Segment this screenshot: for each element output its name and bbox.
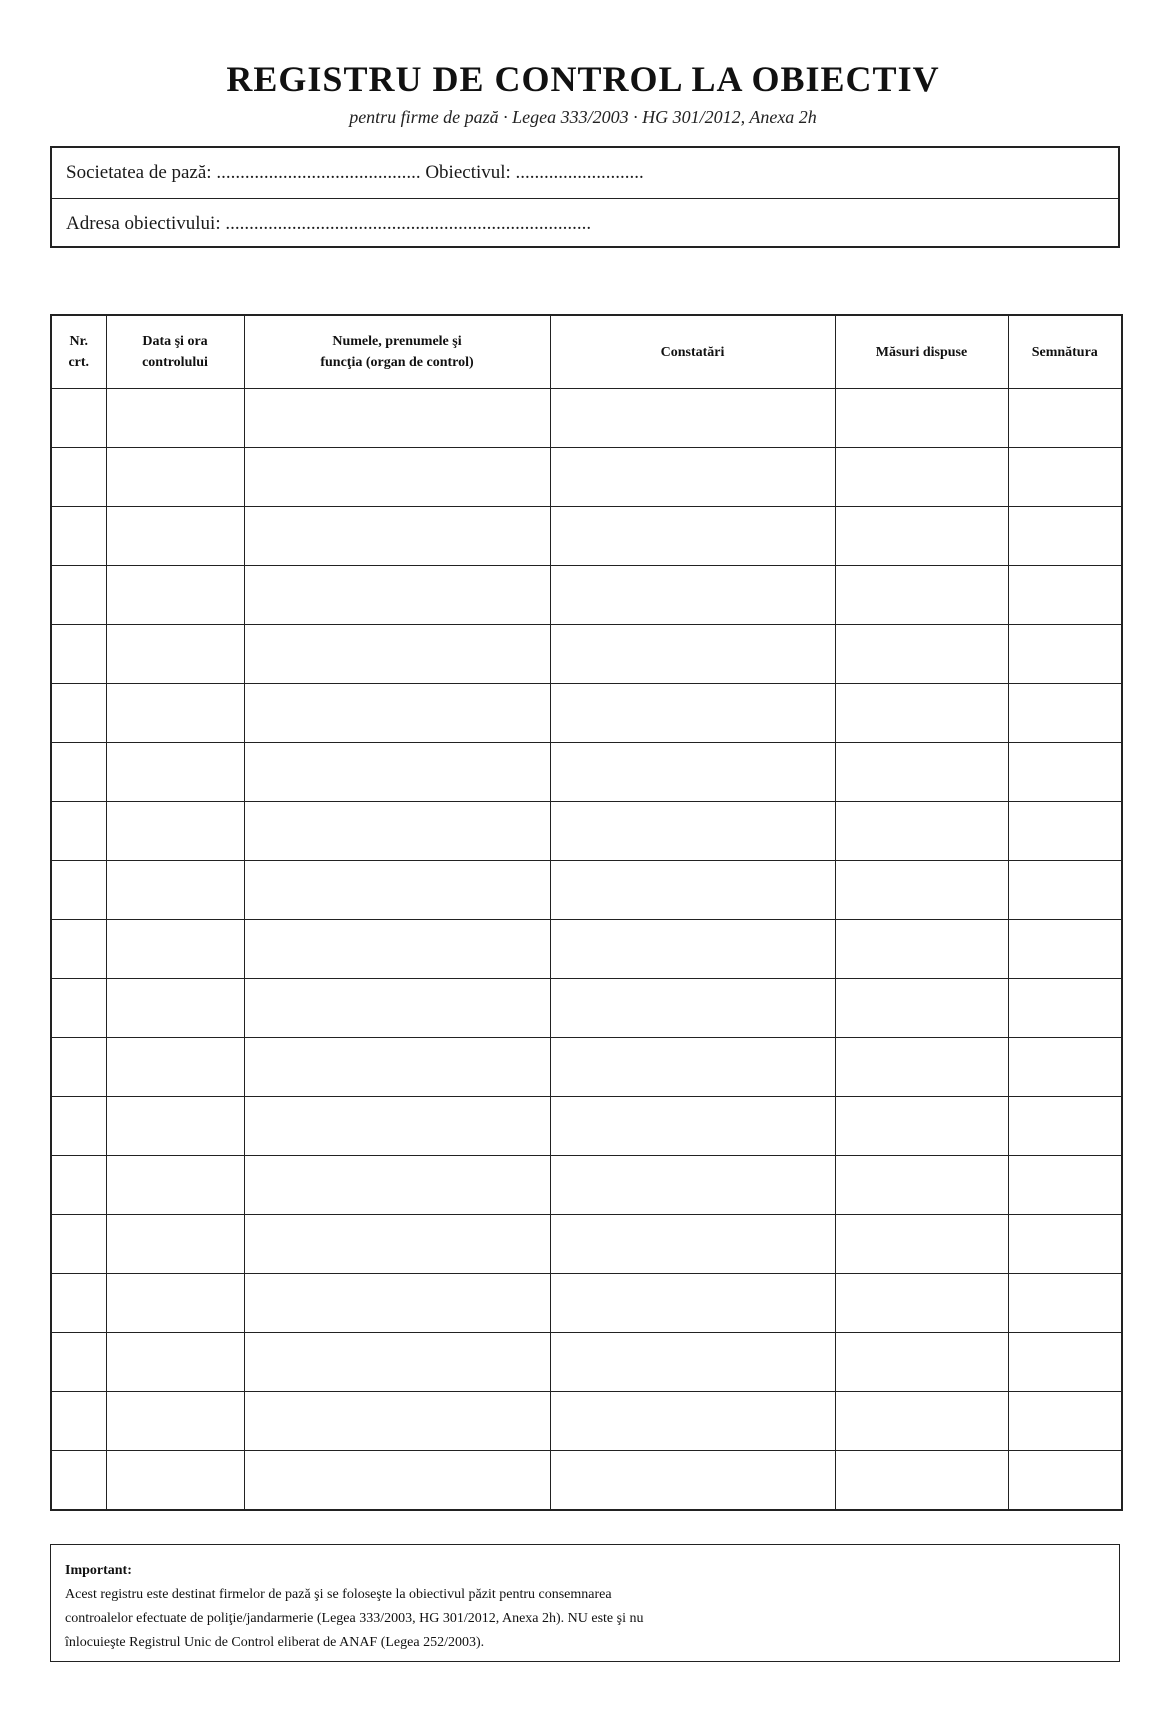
- cell-nr: [51, 1333, 106, 1392]
- cell-signature: [1008, 920, 1122, 979]
- table-row: [51, 684, 1122, 743]
- cell-date-time: [106, 802, 244, 861]
- cell-signature: [1008, 448, 1122, 507]
- cell-signature: [1008, 625, 1122, 684]
- cell-findings: [550, 1274, 835, 1333]
- cell-measures: [835, 684, 1008, 743]
- cell-findings: [550, 625, 835, 684]
- header-measures: Măsuri dispuse: [835, 315, 1008, 389]
- cell-measures: [835, 743, 1008, 802]
- table-row: [51, 1333, 1122, 1392]
- header-name-line1: Numele, prenumele şi: [332, 334, 462, 349]
- cell-nr: [51, 1156, 106, 1215]
- cell-signature: [1008, 861, 1122, 920]
- cell-name-function: [244, 566, 550, 625]
- page-subtitle: pentru firme de pază · Legea 333/2003 · HG 301/2012, Anexa 2h: [349, 107, 817, 127]
- table-row: [51, 1451, 1122, 1511]
- cell-name-function: [244, 743, 550, 802]
- cell-date-time: [106, 1274, 244, 1333]
- header-nr-line2: crt.: [68, 355, 90, 370]
- cell-nr: [51, 1451, 106, 1511]
- header-date-line2: controlului: [142, 355, 208, 370]
- cell-nr: [51, 1215, 106, 1274]
- cell-measures: [835, 1156, 1008, 1215]
- cell-nr: [51, 448, 106, 507]
- cell-date-time: [106, 1333, 244, 1392]
- cell-findings: [550, 979, 835, 1038]
- header-signature: Semnătura: [1008, 315, 1122, 389]
- note-line-1: Acest registru este destinat firmelor de pază şi se foloseşte la obiectivul păzit pentru consemnarea: [65, 1587, 612, 1602]
- note-line-3: înlocuieşte Registrul Unic de Control eliberat de ANAF (Legea 252/2003).: [65, 1635, 485, 1650]
- cell-measures: [835, 448, 1008, 507]
- cell-name-function: [244, 802, 550, 861]
- header-date-line1: Data şi ora: [142, 334, 208, 349]
- table-body: [51, 389, 1122, 1511]
- cell-date-time: [106, 1156, 244, 1215]
- cell-measures: [835, 1274, 1008, 1333]
- cell-name-function: [244, 1274, 550, 1333]
- table-row: [51, 920, 1122, 979]
- cell-findings: [550, 566, 835, 625]
- company-objective-line: Societatea de pază: ........................................... Obiectivul: ...........................: [66, 162, 644, 183]
- table-row: [51, 389, 1122, 448]
- header-name-line2: funcţia (organ de control): [320, 355, 474, 370]
- table-row: [51, 979, 1122, 1038]
- cell-name-function: [244, 389, 550, 448]
- cell-nr: [51, 625, 106, 684]
- cell-signature: [1008, 1215, 1122, 1274]
- cell-name-function: [244, 448, 550, 507]
- cell-measures: [835, 566, 1008, 625]
- cell-date-time: [106, 448, 244, 507]
- cell-signature: [1008, 684, 1122, 743]
- table-header-row: [51, 315, 1122, 389]
- header-findings: Constatări: [550, 315, 835, 389]
- cell-name-function: [244, 920, 550, 979]
- table-row: [51, 566, 1122, 625]
- cell-measures: [835, 1451, 1008, 1511]
- cell-date-time: [106, 979, 244, 1038]
- cell-signature: [1008, 1156, 1122, 1215]
- cell-name-function: [244, 979, 550, 1038]
- cell-date-time: [106, 1215, 244, 1274]
- cell-findings: [550, 1156, 835, 1215]
- cell-signature: [1008, 1038, 1122, 1097]
- cell-nr: [51, 1274, 106, 1333]
- cell-date-time: [106, 684, 244, 743]
- table-row: [51, 802, 1122, 861]
- cell-date-time: [106, 920, 244, 979]
- cell-signature: [1008, 1392, 1122, 1451]
- table-row: [51, 1097, 1122, 1156]
- cell-measures: [835, 507, 1008, 566]
- cell-date-time: [106, 861, 244, 920]
- cell-signature: [1008, 979, 1122, 1038]
- cell-date-time: [106, 1392, 244, 1451]
- cell-nr: [51, 1038, 106, 1097]
- cell-nr: [51, 507, 106, 566]
- cell-findings: [550, 1333, 835, 1392]
- important-note: [50, 1544, 1120, 1662]
- cell-findings: [550, 1392, 835, 1451]
- cell-signature: [1008, 507, 1122, 566]
- cell-measures: [835, 389, 1008, 448]
- cell-findings: [550, 448, 835, 507]
- cell-date-time: [106, 507, 244, 566]
- cell-measures: [835, 1097, 1008, 1156]
- cell-signature: [1008, 802, 1122, 861]
- table-row: [51, 1392, 1122, 1451]
- cell-findings: [550, 802, 835, 861]
- cell-name-function: [244, 684, 550, 743]
- objective-address-line: Adresa obiectivului: .............................................................................: [52, 198, 1118, 248]
- cell-measures: [835, 861, 1008, 920]
- cell-signature: [1008, 1451, 1122, 1511]
- control-register-table: [50, 314, 1123, 1511]
- header-date-time: [106, 315, 244, 389]
- table-row: [51, 1215, 1122, 1274]
- cell-nr: [51, 389, 106, 448]
- cell-findings: [550, 1215, 835, 1274]
- cell-name-function: [244, 507, 550, 566]
- table-row: [51, 1156, 1122, 1215]
- cell-measures: [835, 625, 1008, 684]
- cell-findings: [550, 743, 835, 802]
- table-row: [51, 861, 1122, 920]
- header-nr-crt: [51, 315, 106, 389]
- cell-nr: [51, 979, 106, 1038]
- cell-signature: [1008, 389, 1122, 448]
- object-info-box: [50, 146, 1120, 248]
- cell-measures: [835, 1038, 1008, 1097]
- cell-nr: [51, 920, 106, 979]
- cell-date-time: [106, 743, 244, 802]
- table-row: [51, 1274, 1122, 1333]
- table-row: [51, 1038, 1122, 1097]
- note-line-2: controalelor efectuate de poliţie/jandarmerie (Legea 333/2003, HG 301/2012, Anexa 2h). NU este şi nu: [65, 1611, 644, 1626]
- cell-signature: [1008, 1333, 1122, 1392]
- header-name-function: [244, 315, 550, 389]
- table-row: [51, 448, 1122, 507]
- cell-name-function: [244, 1392, 550, 1451]
- cell-signature: [1008, 1097, 1122, 1156]
- cell-signature: [1008, 566, 1122, 625]
- cell-nr: [51, 802, 106, 861]
- cell-nr: [51, 861, 106, 920]
- cell-findings: [550, 1097, 835, 1156]
- cell-measures: [835, 802, 1008, 861]
- cell-signature: [1008, 1274, 1122, 1333]
- cell-nr: [51, 1392, 106, 1451]
- cell-findings: [550, 861, 835, 920]
- cell-findings: [550, 684, 835, 743]
- cell-name-function: [244, 1333, 550, 1392]
- cell-findings: [550, 920, 835, 979]
- cell-date-time: [106, 389, 244, 448]
- cell-measures: [835, 1215, 1008, 1274]
- note-title: Important:: [65, 1563, 132, 1578]
- cell-findings: [550, 1451, 835, 1511]
- page-title: REGISTRU DE CONTROL LA OBIECTIV: [226, 59, 940, 99]
- cell-measures: [835, 920, 1008, 979]
- cell-nr: [51, 566, 106, 625]
- cell-name-function: [244, 1215, 550, 1274]
- header-nr-line1: Nr.: [69, 334, 89, 349]
- cell-signature: [1008, 743, 1122, 802]
- cell-name-function: [244, 861, 550, 920]
- cell-nr: [51, 1097, 106, 1156]
- cell-date-time: [106, 1451, 244, 1511]
- cell-findings: [550, 389, 835, 448]
- cell-date-time: [106, 625, 244, 684]
- cell-nr: [51, 743, 106, 802]
- cell-name-function: [244, 1451, 550, 1511]
- cell-nr: [51, 684, 106, 743]
- table-row: [51, 507, 1122, 566]
- table-row: [51, 743, 1122, 802]
- cell-name-function: [244, 1097, 550, 1156]
- cell-date-time: [106, 566, 244, 625]
- cell-name-function: [244, 1156, 550, 1215]
- cell-name-function: [244, 625, 550, 684]
- cell-measures: [835, 1333, 1008, 1392]
- table-row: [51, 625, 1122, 684]
- cell-findings: [550, 1038, 835, 1097]
- cell-measures: [835, 1392, 1008, 1451]
- cell-date-time: [106, 1097, 244, 1156]
- cell-date-time: [106, 1038, 244, 1097]
- cell-findings: [550, 507, 835, 566]
- cell-name-function: [244, 1038, 550, 1097]
- cell-measures: [835, 979, 1008, 1038]
